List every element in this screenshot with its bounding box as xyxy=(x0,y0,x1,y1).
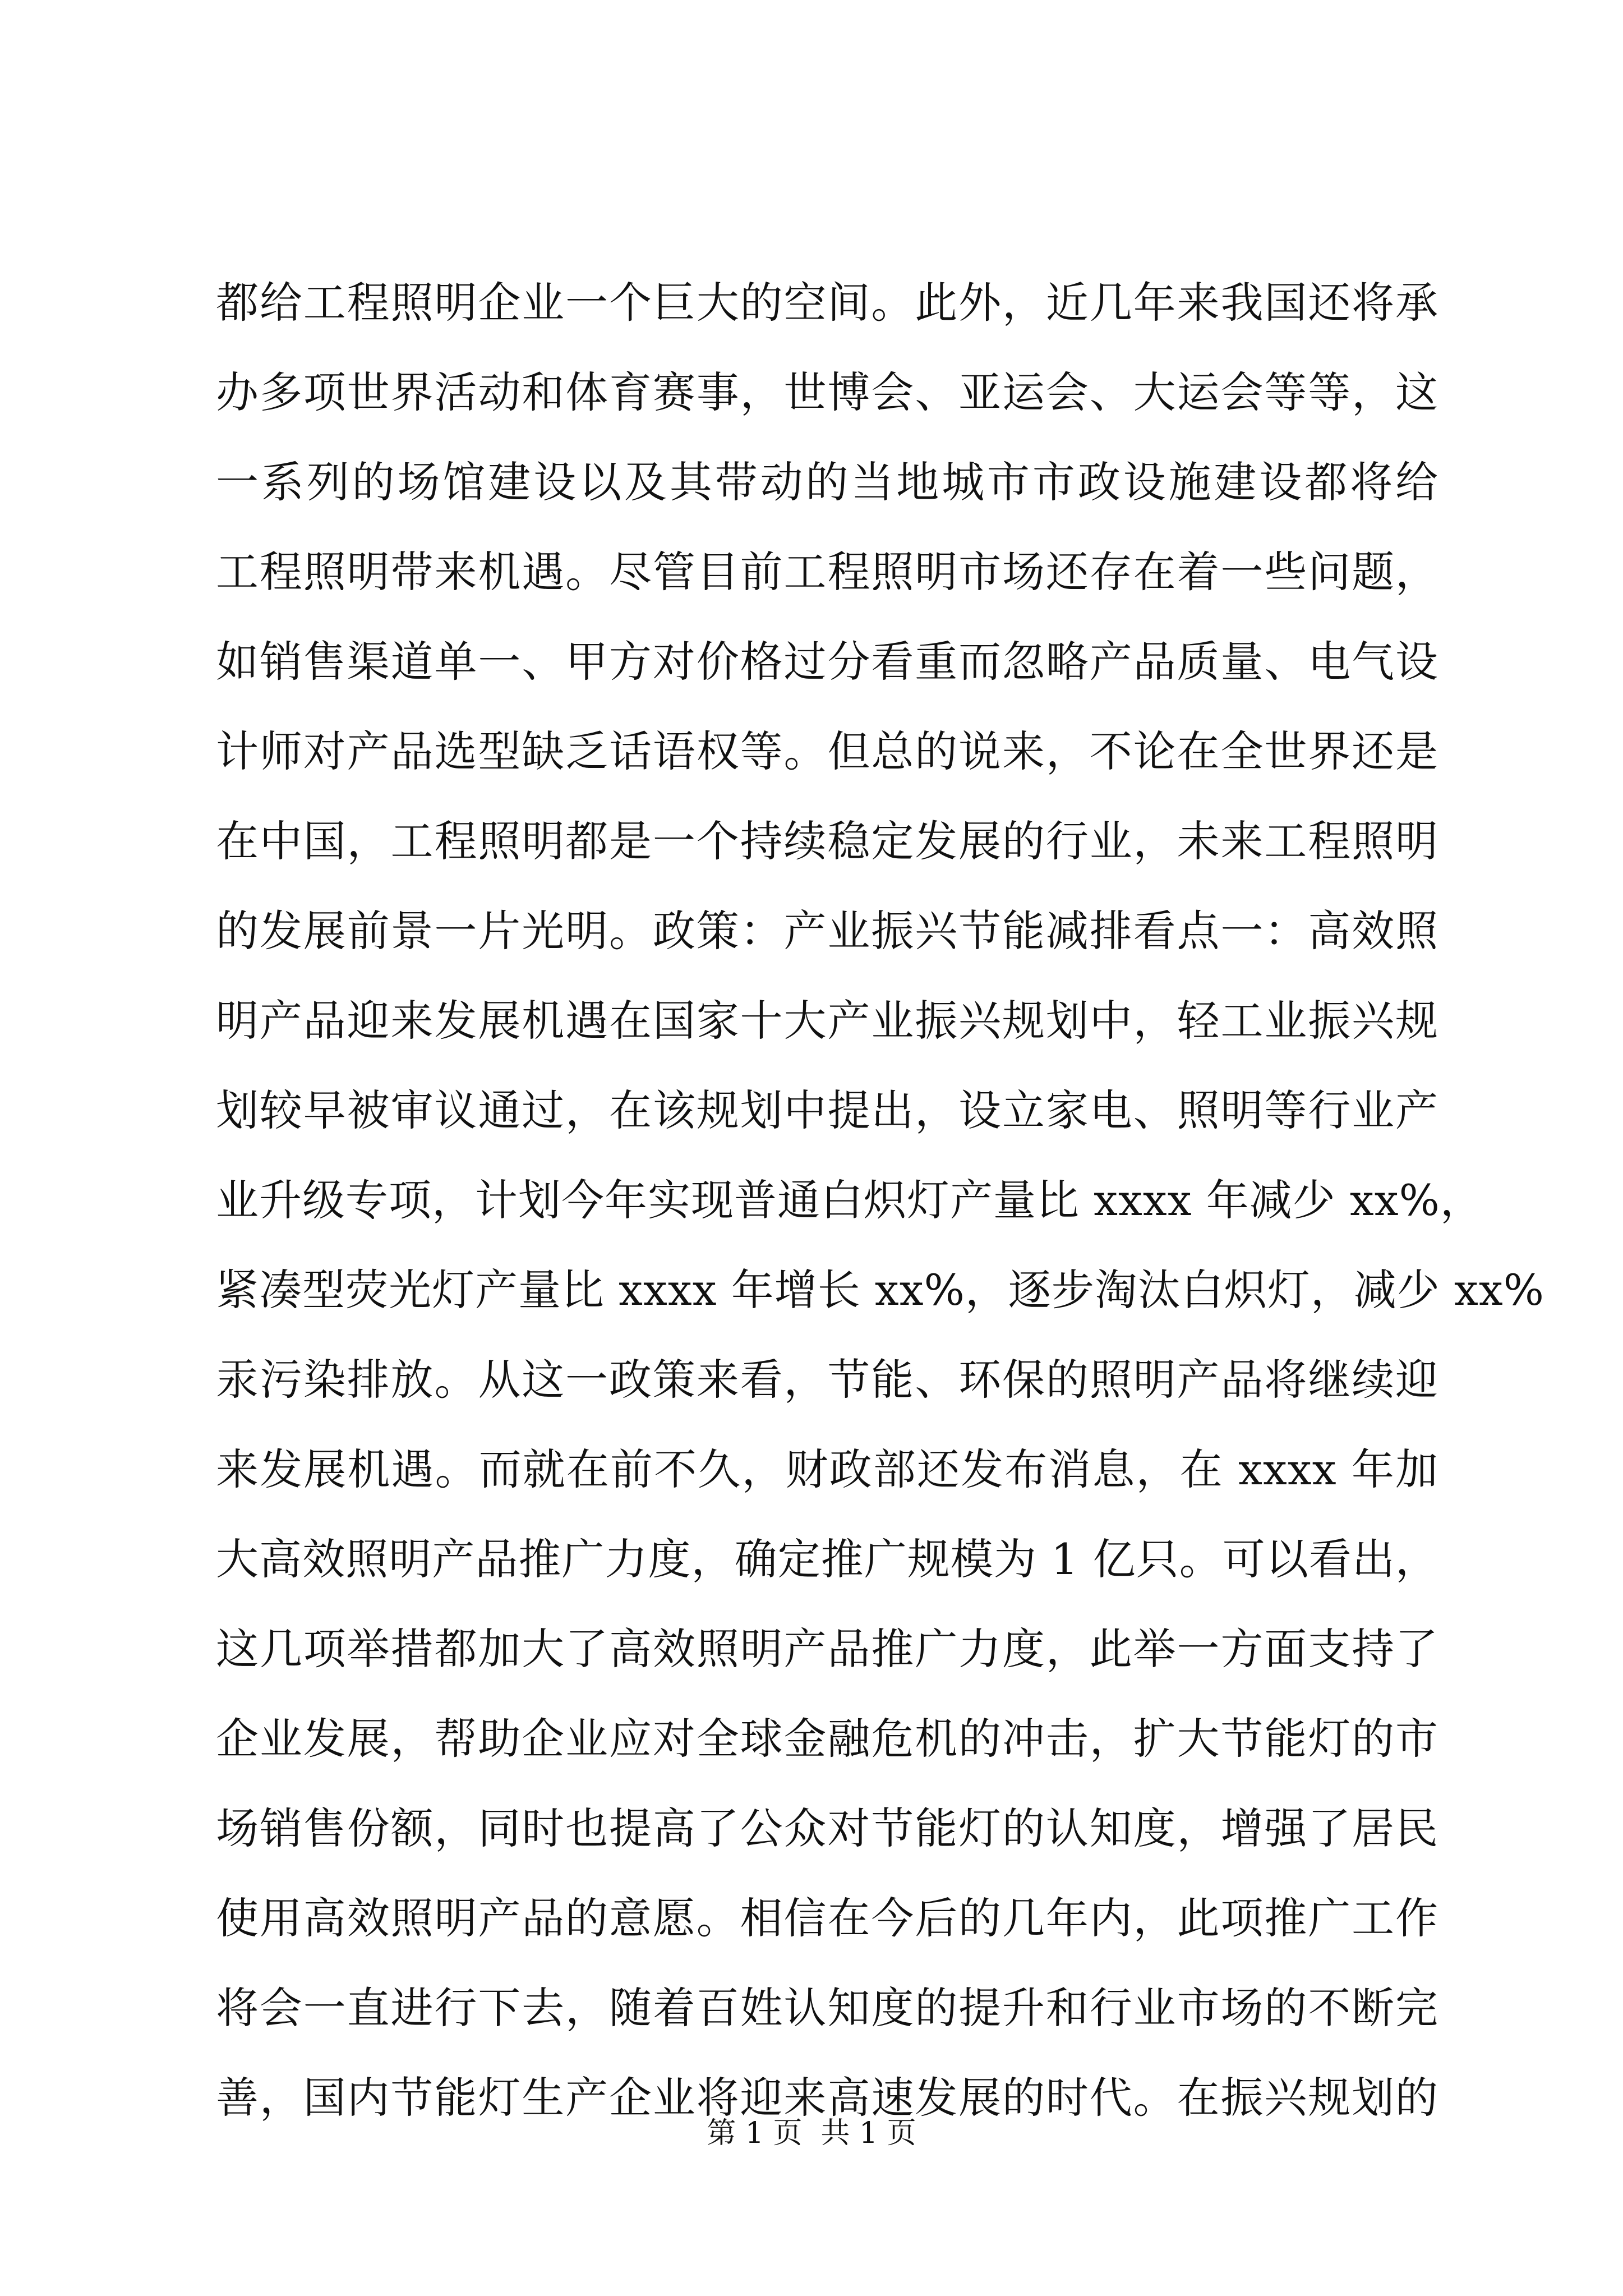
text-line: 的发展前景一片光明。政策：产业振兴节能减排看点一：高效照 xyxy=(216,906,1438,956)
text-line: 业升级专项，计划今年实现普通白炽灯产量比 xxxx 年减少 xx%， xyxy=(216,1175,1483,1225)
text-line: 汞污染排放。从这一政策来看，节能、环保的照明产品将继续迎 xyxy=(216,1355,1438,1405)
text-line: 来发展机遇。而就在前不久，财政部还发布消息，在 xxxx 年加 xyxy=(216,1444,1438,1494)
text-line: 紧凑型荧光灯产量比 xxxx 年增长 xx%，逐步淘汰白炽灯，减少 xx% xyxy=(216,1265,1544,1315)
text-line: 工程照明带来机遇。尽管目前工程照明市场还存在着一些问题， xyxy=(216,547,1438,597)
text-line: 这几项举措都加大了高效照明产品推广力度，此举一方面支持了 xyxy=(216,1624,1438,1674)
text-line: 场销售份额，同时也提高了公众对节能灯的认知度，增强了居民 xyxy=(216,1803,1438,1853)
text-line: 将会一直进行下去，随着百姓认知度的提升和行业市场的不断完 xyxy=(216,1983,1438,2033)
text-line: 大高效照明产品推广力度，确定推广规模为 1 亿只。可以看出， xyxy=(216,1534,1438,1584)
text-line: 计师对产品选型缺乏话语权等。但总的说来，不论在全世界还是 xyxy=(216,726,1438,776)
body-text xyxy=(216,258,1544,2143)
text-line: 企业发展，帮助企业应对全球金融危机的冲击，扩大节能灯的市 xyxy=(216,1714,1438,1764)
text-line: 都给工程照明企业一个巨大的空间。此外，近几年来我国还将承 xyxy=(216,278,1438,328)
text-line: 办多项世界活动和体育赛事，世博会、亚运会、大运会等等，这 xyxy=(216,367,1438,417)
page-footer: 第 1 页 共 1 页 xyxy=(707,2116,916,2150)
text-line: 如销售渠道单一、甲方对价格过分看重而忽略产品质量、电气设 xyxy=(216,637,1438,687)
text-line: 一系列的场馆建设以及其带动的当地城市市政设施建设都将给 xyxy=(216,457,1438,507)
text-line: 使用高效照明产品的意愿。相信在今后的几年内，此项推广工作 xyxy=(216,1893,1438,1943)
text-line: 善，国内节能灯生产企业将迎来高速发展的时代。在振兴规划的 xyxy=(216,2073,1438,2123)
text-line: 划较早被审议通过，在该规划中提出，设立家电、照明等行业产 xyxy=(216,1085,1438,1135)
text-line: 明产品迎来发展机遇在国家十大产业振兴规划中，轻工业振兴规 xyxy=(216,996,1438,1046)
text-line: 在中国，工程照明都是一个持续稳定发展的行业，未来工程照明 xyxy=(216,816,1438,866)
